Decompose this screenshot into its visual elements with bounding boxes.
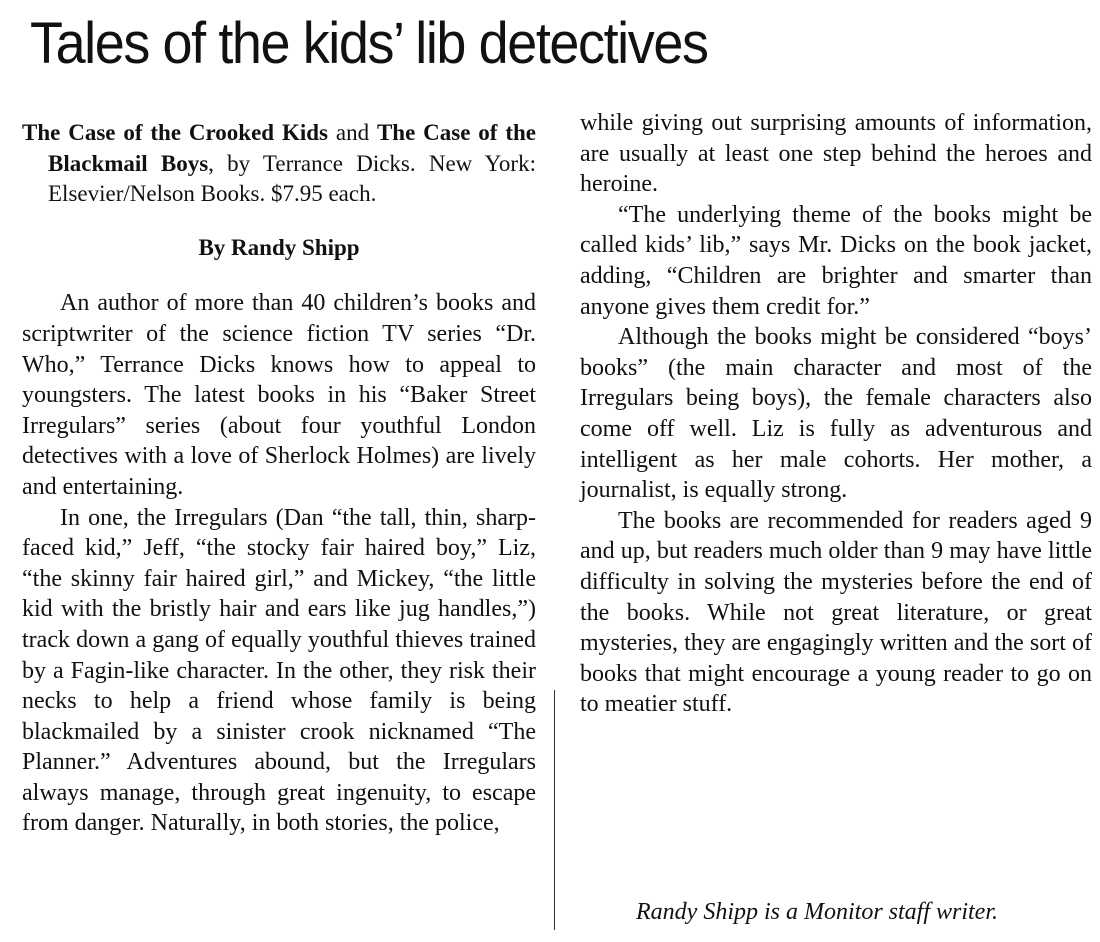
book-details: , by Terrance Dicks. New York: Elsevier/Nelson Books. $7.95 each. (48, 150, 536, 207)
author-tagline: Randy Shipp is a Monitor staff writer. (636, 899, 999, 925)
article-paragraph: “The underlying theme of the books might be called kids’ lib,” says Mr. Dicks on the book jacket, adding, “Children are brighter and smarter than anyone gives them credit for.” (580, 201, 1092, 320)
book-info (22, 118, 536, 210)
byline: By Randy Shipp (198, 234, 360, 260)
book-title-conjunction: and (328, 120, 377, 145)
article-paragraph: while giving out surprising amounts of information, are usually at least one step behind the heroes and heroine. (580, 110, 1092, 198)
article-paragraph: Although the books might be considered “boys’ books” (the main character and most of the Irregulars being boys), the female characters also come off well. Liz is fully as adventurous and intelligent as her male cohorts. Her mother, a journalist, is equally strong. (580, 324, 1092, 504)
right-column (580, 108, 1092, 720)
column-divider (554, 690, 555, 930)
left-column (22, 118, 536, 839)
article-paragraph: The books are recommended for readers aged 9 and up, but readers much older than 9 may have little difficulty in solving the mysteries before the end of the books. While not great literature, or great mysteries, they are engagingly written and the sort of books that might encourage a young reader to go on to meatier stuff. (580, 507, 1092, 718)
book-title-1: The Case of the Crooked Kids (22, 120, 328, 145)
article-paragraph: In one, the Irregulars (Dan “the tall, thin, sharp-faced kid,” Jeff, “the stocky fair haired boy,” Liz, “the skinny fair haired girl,” and Mickey, “the little kid with the bristly hair and ears like jug handles,”) track down a gang of equally youthful thieves trained by a Fagin-like character. In the other, they risk their necks to help a friend whose family is being blackmailed by a sinister crook nicknamed “The Planner.” Adventures abound, but the Irregulars always manage, through great ingenuity, to escape from danger. Naturally, in both stories, the police, (22, 504, 536, 837)
article-paragraph: An author of more than 40 children’s books and scriptwriter of the science fiction TV series “Dr. Who,” Terrance Dicks knows how to appeal to youngsters. The latest books in his “Baker Street Irregulars” series (about four youthful London detectives with a love of Sherlock Holmes) are lively and entertaining. (22, 290, 536, 500)
headline: Tales of the kids’ lib detectives (30, 11, 708, 76)
book-title-2: The Case of the Blackmail Boys (48, 120, 536, 176)
